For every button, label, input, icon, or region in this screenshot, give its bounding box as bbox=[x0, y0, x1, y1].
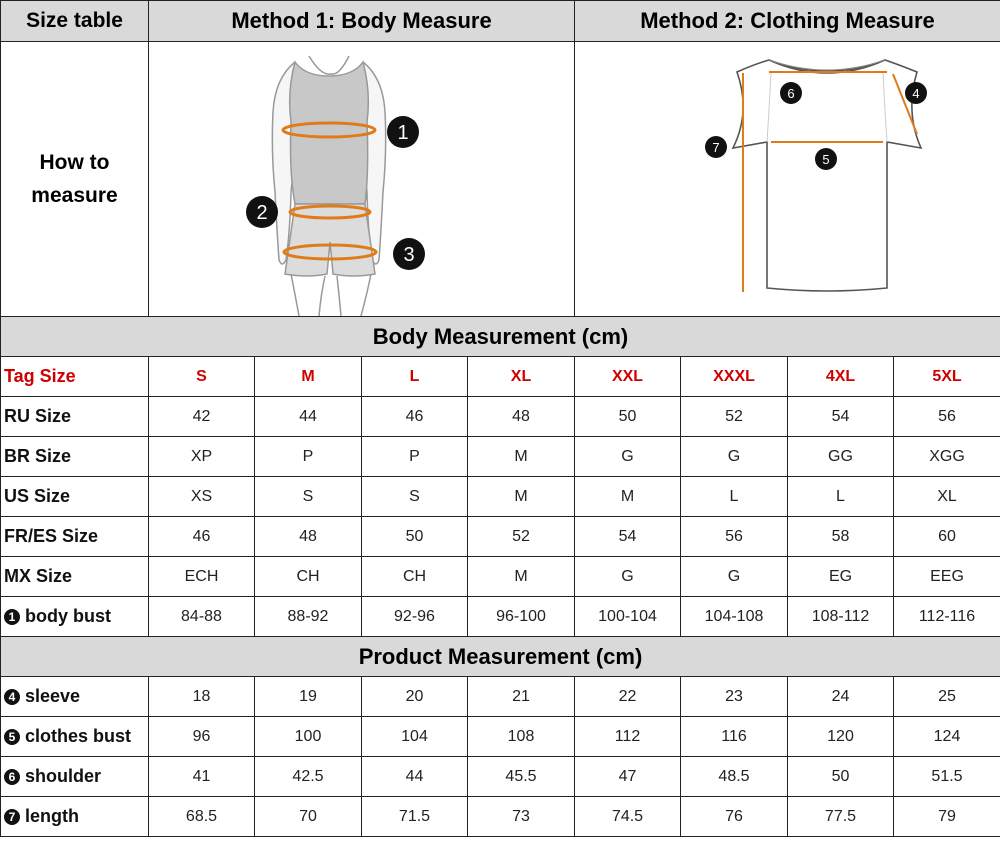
body-measurement-row bbox=[1, 477, 1000, 517]
product-measurement-cell: 108 bbox=[468, 717, 575, 757]
body-measurement-cell: XXXL bbox=[681, 357, 788, 397]
body-measurement-row-label bbox=[1, 557, 149, 597]
marker-6-icon bbox=[780, 82, 802, 104]
size-table-title: Size table bbox=[1, 1, 149, 42]
body-measurement-cell: 4XL bbox=[788, 357, 894, 397]
body-measurement-cell: 50 bbox=[362, 517, 468, 557]
body-measurement-cell: ECH bbox=[149, 557, 255, 597]
marker-4-icon bbox=[905, 82, 927, 104]
body-measurement-cell: P bbox=[255, 437, 362, 477]
marker-2-icon bbox=[246, 196, 278, 228]
header-row bbox=[1, 1, 1000, 42]
body-measurement-cell: 46 bbox=[362, 397, 468, 437]
product-measurement-cell: 25 bbox=[894, 677, 1000, 717]
body-measurement-cell: CH bbox=[255, 557, 362, 597]
marker-7-icon bbox=[705, 136, 727, 158]
body-measurement-cell: G bbox=[681, 437, 788, 477]
body-measurement-cell: P bbox=[362, 437, 468, 477]
body-section-row bbox=[1, 317, 1000, 357]
body-figure-image bbox=[149, 42, 574, 316]
body-measurement-cell: 48 bbox=[255, 517, 362, 557]
body-measurement-row-label bbox=[1, 357, 149, 397]
body-measurement-cell: 46 bbox=[149, 517, 255, 557]
body-measurement-cell: 88-92 bbox=[255, 597, 362, 637]
product-measurement-cell: 73 bbox=[468, 797, 575, 837]
body-measurement-cell: 60 bbox=[894, 517, 1000, 557]
body-measurement-cell: 52 bbox=[681, 397, 788, 437]
product-measurement-cell: 116 bbox=[681, 717, 788, 757]
body-measurement-row-label bbox=[1, 597, 149, 637]
svg-text:7: 7 bbox=[712, 140, 720, 155]
product-measurement-row-label bbox=[1, 797, 149, 837]
product-measurement-row bbox=[1, 677, 1000, 717]
body-measurement-cell: XS bbox=[149, 477, 255, 517]
product-measurement-cell: 21 bbox=[468, 677, 575, 717]
svg-text:5: 5 bbox=[822, 152, 830, 167]
body-measurement-cell: 52 bbox=[468, 517, 575, 557]
body-measurement-cell: 50 bbox=[575, 397, 681, 437]
marker-3-icon bbox=[393, 238, 425, 270]
body-measurement-cell: 48 bbox=[468, 397, 575, 437]
body-measurement-row-label-text: Tag Size bbox=[4, 366, 76, 386]
body-measurement-row-label-text: BR Size bbox=[4, 446, 72, 466]
body-measurement-row-label bbox=[1, 477, 149, 517]
how-to-line-1: How to bbox=[39, 151, 110, 174]
product-section-row bbox=[1, 637, 1000, 677]
number-badge-icon: 7 bbox=[4, 809, 20, 825]
body-measurement-cell: XGG bbox=[894, 437, 1000, 477]
product-measurement-cell: 68.5 bbox=[149, 797, 255, 837]
body-measurement-title: Body Measurement (cm) bbox=[1, 317, 1000, 357]
product-measurement-cell: 20 bbox=[362, 677, 468, 717]
body-measurement-cell: EEG bbox=[894, 557, 1000, 597]
body-measurement-cell: L bbox=[788, 477, 894, 517]
body-measurement-cell: XL bbox=[894, 477, 1000, 517]
body-measurement-cell: M bbox=[255, 357, 362, 397]
product-measurement-cell: 50 bbox=[788, 757, 894, 797]
number-badge-icon: 1 bbox=[4, 609, 20, 625]
product-measurement-row-label bbox=[1, 677, 149, 717]
product-measurement-row-label bbox=[1, 717, 149, 757]
product-measurement-cell: 44 bbox=[362, 757, 468, 797]
body-measurement-cell: M bbox=[468, 437, 575, 477]
product-measurement-cell: 48.5 bbox=[681, 757, 788, 797]
product-measurement-cell: 104 bbox=[362, 717, 468, 757]
svg-text:4: 4 bbox=[912, 86, 920, 101]
marker-5-icon bbox=[815, 148, 837, 170]
body-measurement-row bbox=[1, 437, 1000, 477]
marker-1-icon bbox=[387, 116, 419, 148]
body-measure-illustration bbox=[149, 42, 575, 317]
product-measurement-cell: 47 bbox=[575, 757, 681, 797]
svg-text:3: 3 bbox=[403, 244, 415, 266]
product-measurement-rows bbox=[1, 677, 1000, 837]
how-to-line-2: measure bbox=[31, 184, 118, 207]
body-measurement-row-label-text: US Size bbox=[4, 486, 71, 506]
number-badge-icon: 6 bbox=[4, 769, 20, 785]
body-measurement-cell: S bbox=[362, 477, 468, 517]
product-measurement-cell: 124 bbox=[894, 717, 1000, 757]
body-measurement-cell: 84-88 bbox=[149, 597, 255, 637]
body-measurement-cell: 5XL bbox=[894, 357, 1000, 397]
method-1-title: Method 1: Body Measure bbox=[149, 1, 575, 42]
product-measurement-row-label bbox=[1, 757, 149, 797]
body-measurement-row bbox=[1, 517, 1000, 557]
body-measurement-cell: G bbox=[575, 437, 681, 477]
body-measurement-cell: 56 bbox=[894, 397, 1000, 437]
body-measurement-row-label-text: RU Size bbox=[4, 406, 72, 426]
svg-text:6: 6 bbox=[787, 86, 795, 101]
clothing-measure-illustration bbox=[575, 42, 1000, 317]
body-measurement-cell: 42 bbox=[149, 397, 255, 437]
body-measurement-row bbox=[1, 397, 1000, 437]
product-measurement-cell: 41 bbox=[149, 757, 255, 797]
product-measurement-row-label-text: length bbox=[25, 806, 79, 826]
body-measurement-cell: L bbox=[362, 357, 468, 397]
body-measurement-row-label bbox=[1, 437, 149, 477]
body-measurement-row-label bbox=[1, 397, 149, 437]
product-measurement-cell: 76 bbox=[681, 797, 788, 837]
product-measurement-row bbox=[1, 717, 1000, 757]
product-measurement-cell: 22 bbox=[575, 677, 681, 717]
body-measurement-cell: 58 bbox=[788, 517, 894, 557]
body-measurement-cell: GG bbox=[788, 437, 894, 477]
product-measurement-cell: 100 bbox=[255, 717, 362, 757]
body-measurement-cell: EG bbox=[788, 557, 894, 597]
product-measurement-row bbox=[1, 797, 1000, 837]
body-measurement-cell: XXL bbox=[575, 357, 681, 397]
number-badge-icon: 4 bbox=[4, 689, 20, 705]
product-measurement-cell: 77.5 bbox=[788, 797, 894, 837]
how-to-row bbox=[1, 42, 1000, 317]
body-measurement-cell: 100-104 bbox=[575, 597, 681, 637]
body-measurement-cell: G bbox=[681, 557, 788, 597]
product-measurement-row bbox=[1, 757, 1000, 797]
body-measurement-row-label-text: MX Size bbox=[4, 566, 73, 586]
product-measurement-cell: 19 bbox=[255, 677, 362, 717]
svg-text:1: 1 bbox=[397, 122, 409, 144]
body-measurement-cell: XL bbox=[468, 357, 575, 397]
product-measurement-cell: 70 bbox=[255, 797, 362, 837]
body-measurement-cell: 54 bbox=[575, 517, 681, 557]
product-measurement-cell: 71.5 bbox=[362, 797, 468, 837]
body-measurement-row-label-text: body bust bbox=[25, 606, 111, 626]
body-measurement-cell: L bbox=[681, 477, 788, 517]
product-measurement-cell: 51.5 bbox=[894, 757, 1000, 797]
body-measurement-row-label-text: FR/ES Size bbox=[4, 526, 99, 546]
number-badge-icon: 5 bbox=[4, 729, 20, 745]
product-measurement-cell: 23 bbox=[681, 677, 788, 717]
body-measurement-cell: M bbox=[468, 477, 575, 517]
body-measurement-cell: S bbox=[149, 357, 255, 397]
svg-text:2: 2 bbox=[256, 202, 268, 224]
body-measurement-cell: 54 bbox=[788, 397, 894, 437]
body-measurement-cell: S bbox=[255, 477, 362, 517]
product-measurement-cell: 96 bbox=[149, 717, 255, 757]
body-measurement-cell: 112-116 bbox=[894, 597, 1000, 637]
body-measurement-row bbox=[1, 597, 1000, 637]
body-measurement-rows bbox=[1, 357, 1000, 637]
product-measurement-row-label-text: shoulder bbox=[25, 766, 102, 786]
product-measurement-cell: 120 bbox=[788, 717, 894, 757]
body-measurement-cell: 108-112 bbox=[788, 597, 894, 637]
body-measurement-cell: M bbox=[575, 477, 681, 517]
product-measurement-row-label-text: sleeve bbox=[25, 686, 81, 706]
product-measurement-row-label-text: clothes bust bbox=[25, 726, 132, 746]
body-measurement-cell: 96-100 bbox=[468, 597, 575, 637]
product-measurement-cell: 79 bbox=[894, 797, 1000, 837]
body-measurement-cell: 44 bbox=[255, 397, 362, 437]
body-measurement-cell: CH bbox=[362, 557, 468, 597]
product-measurement-cell: 18 bbox=[149, 677, 255, 717]
body-measurement-cell: 104-108 bbox=[681, 597, 788, 637]
body-measurement-row bbox=[1, 557, 1000, 597]
body-measurement-cell: 56 bbox=[681, 517, 788, 557]
product-measurement-cell: 24 bbox=[788, 677, 894, 717]
body-measurement-cell: G bbox=[575, 557, 681, 597]
body-measurement-cell: XP bbox=[149, 437, 255, 477]
method-2-title: Method 2: Clothing Measure bbox=[575, 1, 1000, 42]
product-measurement-cell: 42.5 bbox=[255, 757, 362, 797]
product-measurement-cell: 74.5 bbox=[575, 797, 681, 837]
product-measurement-cell: 112 bbox=[575, 717, 681, 757]
body-measurement-row-label bbox=[1, 517, 149, 557]
body-measurement-row bbox=[1, 357, 1000, 397]
body-measurement-cell: 92-96 bbox=[362, 597, 468, 637]
how-to-measure-label bbox=[1, 42, 149, 317]
product-measurement-cell: 45.5 bbox=[468, 757, 575, 797]
tshirt-figure-image bbox=[575, 42, 1000, 316]
product-measurement-title: Product Measurement (cm) bbox=[1, 637, 1000, 677]
body-measurement-cell: M bbox=[468, 557, 575, 597]
